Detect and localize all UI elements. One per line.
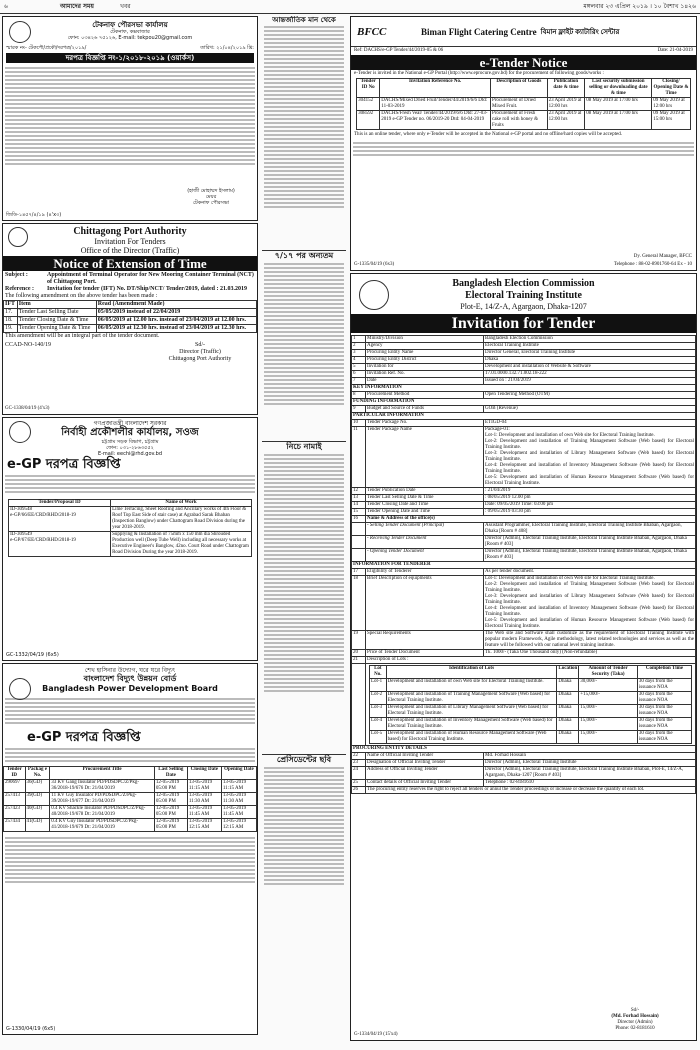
teknaf-title: টেকনাফ পৌরসভা কার্যালয় (92, 21, 168, 29)
table-row: 7 Date Issued on : 21/04/2019 (352, 378, 696, 385)
table-row: Lot-5 Development and installation of Human Resource Management Software (Web based) for Electoral Training Institute. Dhaka 15,000/- 30 days from the issuance NOA (370, 731, 692, 744)
cpa-intro: The following amendment on the above tender has been made : (5, 293, 158, 299)
bfcc-notice (350, 16, 697, 271)
news-column (262, 16, 346, 1046)
table-row: 18 Brief Description of equipments Lot-1: Development and installation of own Web site for Electoral Training Institute. Lot-2: Development and installation of Training Management Software (Web based) for Electoral Training Institute. Lot-3: Development and installation of Library Management Software (Web based) for Electoral Training Institute. Lot-4: Development and installation of Inventory Management Software (Web based) for Electoral Training Institute. Lot-5: Development and installation of Human Resource Management Software (Web based) for Electoral Training Institute. (353, 576, 694, 629)
bpdb-logo (9, 678, 31, 700)
cpa-banner: Notice of Extension of Time (3, 256, 257, 271)
bpdb-ref: G-1330/04/19 (6x5) (6, 1026, 56, 1032)
table-row: ID-309548 e-GP/66/EE/CRD/RHD/2018-19 Lime Terracing, Sheet Roofing and Ancillary works of 4th Floor & Roof Top East Side of stair case) at Agrabad Sarak Bhaban (Inspection Banglow) under Chattogram Road Division during the year 2018-2019. (9, 507, 252, 532)
table-row: 290697 36(GD) 33 KV Gang Insulator PD/PDSDPC/Z/Pkg-36/2018-19/676 Dt: 21/04/2019 12-05-2019 05:00 PM 13-05-2019 11:15 AM 13-05-2019 11:15 AM (4, 780, 257, 793)
table-row: 1 Ministry/Division Bangladesh Election Commission (352, 336, 696, 343)
table-row: 15 Tender Opening Date and Time : 09/05/2019 03:30 pm (352, 509, 696, 516)
bfcc-ref2: G-1335/04/19 (6x3) (354, 262, 395, 267)
cpa-subject-label: Subject : (5, 272, 28, 278)
bec-title: Bangladesh Election Commission (452, 278, 595, 289)
table-header: IFT (4, 301, 18, 309)
bfcc-name-bn: বিমান ফ্লাইট ক্যাটারিং সেন্টার (540, 27, 620, 36)
bpdb-banner: e-GP দরপত্র বিজ্ঞপ্তি (27, 730, 141, 745)
cpa-sign-role: Director (Traffic) (179, 349, 221, 355)
bpdb-table: Tender ID Packag e No. Procurement Title Last Selling Date Closing Date Opening Date 290697 36(GD) 33 KV Gang Insulator PD/PDSDPC/Z/Pkg-36/2018-19/676 Dt: 21/04/2019 12-05-2019 05:00 PM 13-05-2019 11:15 AM 13-05-2019 11:15 AM 257413 39(GD) 11 KV Guy Insulator PD/PDSDPC/Z/Pkg-39/2018-19/677 Dt: 21/04/2019 12-05-2019 05:00 PM 13-05-2019 11:30 AM 13-05-2019 11:30 AM 257423 40(GD) 0.4 KV Shackle Insulator PD/PDSDPC/Z/Pkg-40/2018-19/678 Dt: 21/04/2019 12-05-2019 05:00 PM 13-05-2019 11:45 AM 13-05-2019 11:45 AM 257434 41(GD) 0.4 KV Guy Insulator PD/PDSDPC/Z/Pkg-41/2018-19/679 Dt: 21/04/2019 12-05-2019 05:00 PM 13-05-2019 12:15 AM 13-05-2019 12:15 AM (3, 766, 257, 832)
bfcc-name: Biman Flight Catering Centre (421, 26, 537, 37)
bpdb-slogan: শেখ হাসিনার উদ্যোগ, ঘরে ঘরে বিদ্যুৎ (84, 667, 176, 674)
table-row: 16 Name & Address of the office(s) (352, 516, 696, 523)
bec-sign: Sd/- (630, 1008, 640, 1013)
bfcc-intro: e-Tender is invited in the National e-GP Portal (http://www.eprocure.gov.bd) for the procurement of following goods/works : (354, 71, 604, 76)
table-row: 304152 DACHS/Mixed Dried Fruit/Tender/44/2019/6/6 Dtd: 11-03-2019 Procurement of Dried Mixed Fruit. 23 April 2019 at 12:00 hrs 08 May 2019 at 17:00 hrs 09 May 2019 at 12:00 hrs (357, 98, 691, 111)
table-row: 257434 41(GD) 0.4 KV Guy Insulator PD/PDSDPC/Z/Pkg-41/2018-19/679 Dt: 21/04/2019 12-05-2019 05:00 PM 13-05-2019 12:15 AM 13-05-2019 12:15 AM (4, 819, 257, 832)
bfcc-ref: Ref: DACHS/e-GP Tender/44/2019-05 & 06 (354, 48, 444, 53)
teknaf-contact: ফোন: ০৩৪২৬ ৭৫১২৬, E-mail: tekpou20@gmail.com (67, 35, 193, 41)
right-column (350, 16, 697, 1046)
table-row: 19 Special Requirements The Web site and Software shall customize as the requirement of Electoral Training Institute with popular modern Framework, Agile methodology, latest related technologies and services as well as the feature will be followed with our national level training institute. (353, 631, 694, 648)
cpa-amendment-table (3, 300, 257, 333)
table-row: 20 Price of Tender Document Tk. 1000/- (Taka One Thousand only) (Non-refundable) (352, 650, 696, 657)
cpa-title: Chittagong Port Authority (73, 226, 187, 237)
table-row: Lot-4 Development and installation of Inventory Management Software (Web based) for Electoral Training Institute. Dhaka 15,000/- 30 days from the issuance NOA (370, 718, 692, 731)
table-header: Item (17, 301, 96, 309)
table-row: 22 Name of Official Inviting Tender Md. Forhad Hossain (352, 753, 696, 760)
table-row: 21 Description of Lots : (352, 657, 696, 664)
cpa-office: Office of the Director (Traffic) (80, 246, 180, 255)
cpa-ref: GC-1338/04/19 (4'x3) (5, 406, 50, 411)
news-headline-2: ৭/১৭ পর অন্যতম (262, 250, 346, 261)
bfcc-sign-role: Dy. General Manager, BFCC (633, 254, 692, 259)
bfcc-note: This is an online tender, where only e-Tender will be accepted in the National e-GP portal and no offline/hard copies will be accepted. (354, 132, 622, 137)
news-text-2 (262, 261, 346, 441)
bpdb-title-en: Bangladesh Power Development Board (42, 684, 218, 693)
bec-banner: Invitation for Tender (351, 314, 696, 333)
sawj-body-text (3, 473, 257, 497)
table-row: 6 Invitation Ref. No. 17.01.0000.132.71.002.18-222 (352, 371, 696, 378)
sawj-phone: ফোন: ০৩১-২৮৬৩৫৫২ (106, 445, 154, 451)
cpa-subject: Appointment of Terminal Operator for New Mooring Container Terminal (NCT) of Chittagong Port. (47, 272, 254, 285)
teknaf-notice (2, 16, 258, 221)
table-row: 23 Designation of Official Inviting Tender Director (Admin), Electoral Training Institute (352, 760, 696, 767)
table-header: Name of Work (111, 500, 252, 507)
bpdb-notice (2, 663, 258, 1035)
cpa-notice (2, 223, 258, 415)
sawj-title: নির্বাহী প্রকৌশলীর কার্যালয়, সওজ (61, 427, 199, 438)
page-header (0, 0, 700, 14)
bec-addr: Plot-E, 14/Z-A, Agargaon, Dhaka-1207 (460, 302, 587, 311)
teknaf-date: তারিখ: ২১/০৪/২০১৯ খ্রি: (200, 45, 254, 51)
bec-ref: G-1334/04/19 (15'x4) (354, 1032, 398, 1037)
bfcc-body-text (351, 140, 696, 160)
table-row: 10 Tender Package No. ETIGD-04 (352, 420, 696, 427)
table-row: ID-309549 e-GP/67/EE/CRD/RHD/2018-19 Supplying & Installation of 75mm x 150 mm dia Shrouded Production well (Deep Tube Well) including all necessary works at Executive Engineer's Banglow, 42no. Court Road under Chattogram Road Division During the year 2018-2019. (9, 532, 252, 557)
table-row: Lot-1 Development and installation of own Web site for Electoral Training Institute. Dhaka 30,000/- 30 days from the issuance NOA (370, 679, 692, 692)
teknaf-notice-title: দরপত্র বিজ্ঞপ্তি নং-১/২০১৮-২০১৯ (ওয়ার্কস) (6, 53, 254, 63)
table-row: 5 Invitation for Development and installation of Website & Software (352, 364, 696, 371)
cpa-sign: Sd/- (194, 342, 205, 348)
table-row: 3 Procuring Entity Name Director General, Electoral Training Institute (352, 350, 696, 357)
bec-lots-table: Lot No. Identification of Lots Location Amount of Tender Security (Taka) Completion Time Lot-1 Development and installation of own Web site for Electoral Training Institute. Dhaka 30,000/- 30 days from the issuance NOA Lot-2 Development and installation of Training Management Software (Web based) for Electoral Training Institute. Dhaka +15,000/- 30 days from the issuance NOA Lot-3 Development and installation of Library Management Software (Web based) for Electoral Training Institute. Dhaka 15,000/- 30 days from the issuance NOA Lot-4 Development and installation of Inventory Management Software (Web based) for Electoral Training Institute. Dhaka 15,000/- 30 days from the issuance NOA Lot-5 Development and installation of Human Resource Management Software (Web based) for Electoral Training Institute. Dhaka 15,000/- 30 days from the issuance NOA (369, 665, 692, 744)
bec-notice (350, 273, 697, 1041)
table-row: Lot-2 Development and installation of Training Management Software (Web based) for Electoral Training Institute. Dhaka +15,000/- 30 days from the issuance NOA (370, 692, 692, 705)
cpa-reference: Invitation for tender (IFT) No. DT/Ship/NCT/ Tender/2019, dated : 21.03.2019 (47, 286, 247, 292)
sawj-ref: GC-1332/04/19 (6x5) (6, 652, 59, 658)
table-row: 25 Contact details of Official Inviting Tender Telephone : 02-8181610 (352, 780, 696, 787)
table-row: - Selling Tender Document (Principal) Assistant Programmer, Electoral Training Institute, Electoral Training Institute Bhaban, Agargaon, Dhaka [Room # 408] (352, 523, 696, 536)
bfcc-logo: BFCC (357, 25, 387, 38)
table-row: 308592 DACHS/Fresh Veal/ Tender/44/2019/6/6 Dtd: 27-03-2019 e-GP Tender no. 06/2019-20 Dtd: 04-04-2019 Procurement of Fresh cake roll with honey & Fruits 23 April 2019 at 12:00 hrs 08 May 2019 at 17:00 hrs 09 May 2019 at 15:00 hrs (357, 111, 691, 130)
news-headline-3: নিচে নামাই (262, 441, 346, 452)
table-row: 24 Address of Official Inviting Tender Director (Admin), Electoral Training Institute, Electoral Training Institute Bhaban, Plot-E, 14/Z-A, Agargaon, Dhaka-1207 [Room # 403] (352, 767, 696, 780)
table-row: 18. Tender Closing Date & Time 06/05/2019 at 12.00 hrs. instead of 23/04/2019 at 12.00 hrs. (4, 317, 257, 325)
table-row: 13 Tender Last Selling Date & Time : 08/05/2019 12.00 pm (352, 495, 696, 502)
news-text-3 (262, 452, 346, 754)
sawj-banner: e-GP দরপত্র বিজ্ঞপ্তি (7, 457, 121, 472)
table-row: 8 Procurement Method Open Tendering Method (OTM) (352, 392, 696, 399)
teknaf-signatory-org: টেকনাফ পৌরসভা (192, 200, 229, 206)
teknaf-body-text (3, 65, 257, 165)
sawj-email: E-mail: eechi@rhd.gov.bd (97, 451, 163, 457)
table-row: 9 Budget and Source of Funds GOB (Revenue) (352, 406, 696, 413)
bec-sign-role: Director (Admin) (617, 1020, 653, 1025)
sawj-table (8, 499, 252, 557)
cpa-subtitle: Invitation For Tenders (94, 237, 166, 246)
table-row: 17. Tender Last Selling Date 05/05/2019 instead of 22/04/2019 (4, 309, 257, 317)
bfcc-table: Tender ID No Invitation Reference No. Description of Goods Publication date & time Last security submission selling or downloading date & time Closing/ Opening Date & Time 304152 DACHS/Mixed Dried Fruit/Tender/44/2019/6/6 Dtd: 11-03-2019 Procurement of Dried Mixed Fruit. 23 April 2019 at 12:00 hrs 08 May 2019 at 17:00 hrs 09 May 2019 at 12:00 hrs 308592 DACHS/Fresh Veal/ Tender/44/2019/6/6 Dtd: 27-03-2019 e-GP Tender no. 06/2019-20 Dtd: 04-04-2019 Procurement of Fresh cake roll with honey & Fruits 23 April 2019 at 12:00 hrs 08 May 2019 at 17:00 hrs 09 May 2019 at 15:00 hrs (358, 79, 689, 128)
teknaf-place: টেকনাফ, কক্সবাজার (110, 29, 150, 35)
teknaf-signatory-role: মেয়র (205, 194, 217, 200)
sawj-addr: চট্টগ্রাম সড়ক বিভাগ, চট্টগ্রাম (101, 439, 159, 445)
cpa-logo (8, 227, 28, 247)
government-seal (9, 421, 31, 443)
bec-table (351, 335, 696, 794)
bfcc-tel: Telephone : 88-02-8901760-64 Ex - 10 (613, 262, 692, 267)
cpa-sign-org: Chittagong Port Authority (168, 356, 232, 362)
bec-sign-name: (Md. Forhad Hossain) (611, 1014, 659, 1019)
table-header: Read (Amendment Made) (96, 301, 256, 309)
teknaf-ref: জিডি-১৪৫৭/৪/১৯ (৪'x৩) (6, 212, 62, 218)
bfcc-date: Date: 21-04-2019 (657, 48, 693, 53)
table-row: - Receiving Tender Document Director (Admin), Electoral Training Institute, Electoral Training Institute Bhaban, Agargaon, Dhaka [Room # 403] (352, 536, 696, 549)
table-header: Tender/Proposal ID (9, 500, 111, 507)
table-row: 257413 39(GD) 11 KV Guy Insulator PD/PDSDPC/Z/Pkg-39/2018-19/677 Dt: 21/04/2019 12-05-2019 05:00 PM 13-05-2019 11:30 AM 13-05-2019 11:30 AM (4, 793, 257, 806)
cpa-note: This amendment will be an integral part of the tender document. (5, 333, 160, 339)
left-column (2, 16, 258, 1046)
news-headline-4: প্রেসিডেন্টের ছবি (262, 754, 346, 765)
bec-sign-tel: Phone: 02-8181610 (615, 1026, 655, 1031)
table-row: 257423 40(GD) 0.4 KV Shackle Insulator PD/PDSDPC/Z/Pkg-40/2018-19/678 Dt: 21/04/2019 12-05-2019 05:00 PM 13-05-2019 11:45 AM 13-05-2019 11:45 AM (4, 806, 257, 819)
bpdb-header-text (3, 696, 257, 730)
table-row: - Opening Tender Document Director (Admin), Electoral Training Institute, Electoral Training Institute Bhaban, Agargaon, Dhaka [Room # 403] (352, 549, 696, 562)
table-row: 19. Tender Opening Date & Time 06/05/2019 at 12.30 hrs. instead of 23/04/2019 at 12.30 hrs. (4, 325, 257, 333)
teknaf-memo: স্মারক নং- টেকপৌ/প্রকৌ/দরপত্র/২০১৯/ (6, 45, 87, 51)
section-heading: PARTICULAR INFORMATION (352, 413, 696, 420)
section-heading: PROCURING ENTITY DETAILS (352, 746, 696, 753)
news-text-4 (262, 765, 346, 915)
section-heading: INFORMATION FOR TENDERER (352, 562, 696, 569)
bpdb-footer-text (3, 835, 257, 895)
sawj-gov: গণপ্রজাতন্ত্রী বাংলাদেশ সরকার (93, 420, 167, 427)
table-row: 4 Procuring Entity District Dhaka (352, 357, 696, 364)
bpdb-body-text (3, 746, 257, 766)
section-name: খবর (120, 3, 131, 10)
table-row: Lot-3 Development and installation of Library Management Software (Web based) for Electoral Training Institute. Dhaka 15,000/- 30 days from the issuance NOA (370, 705, 692, 718)
cpa-ccad: CCAD-NO-140/19 (5, 342, 51, 348)
sawj-notice (2, 417, 258, 661)
table-row: 26 The procuring entity reserves the right to reject all tenders or annul the Tender proceedings or increase or decrease the quantity of each lot. (352, 787, 696, 794)
paper-name: আমাদের সময় (60, 3, 94, 10)
news-text-1 (262, 24, 346, 250)
bec-subtitle: Electoral Training Institute (465, 290, 582, 301)
municipality-seal (9, 21, 31, 43)
section-heading: KEY INFORMATION (352, 385, 696, 392)
bpdb-title-bn: বাংলাদেশ বিদ্যুৎ উন্নয়ন বোর্ড (83, 674, 177, 683)
cpa-reference-label: Reference : (5, 286, 35, 292)
table-row: 17 Eligibility of Tenderer As per tender document. (352, 569, 696, 576)
bec-logo (359, 280, 389, 310)
issue-date: মঙ্গলবার ২৩ এপ্রিল ২০১৯ । ১০ বৈশাখ ১৪২৬ (583, 3, 696, 10)
section-heading: FUNDING INFORMATION (352, 399, 696, 406)
news-headline-1: আন্তর্জাতিক মান থেকে (272, 16, 336, 24)
table-row: 14 Tender Closing Date and Time Date: 09/05/2019 Time: 03:00 pm (352, 502, 696, 509)
table-row: 12 Tender Publication Date : 21/04/2019 (352, 488, 696, 495)
table-row: 11 Tender Package Name Package-01: Lot-1: Development and installation of own Web site for Electoral Training Institute. Lot-2: Development and installation of Training Management Software (Web based) for Electoral Training Institute. Lot-3: Development and installation of Library Management Software (Web based) for Electoral Training Institute. Lot-4: Development and installation of Inventory Management Software (Web based) for Electoral Training Institute. Lot-5: Development and installation of Human Resource Management Software (Web based) for Electoral Training Institute. (353, 427, 694, 486)
table-row: 2 Agency Electoral Training Institute (352, 343, 696, 350)
bfcc-banner: e-Tender Notice (351, 55, 696, 70)
teknaf-signatory: (হাজী মোহাম্মদ ইসলাম) (187, 188, 235, 194)
page-number: ৬ (4, 3, 8, 10)
